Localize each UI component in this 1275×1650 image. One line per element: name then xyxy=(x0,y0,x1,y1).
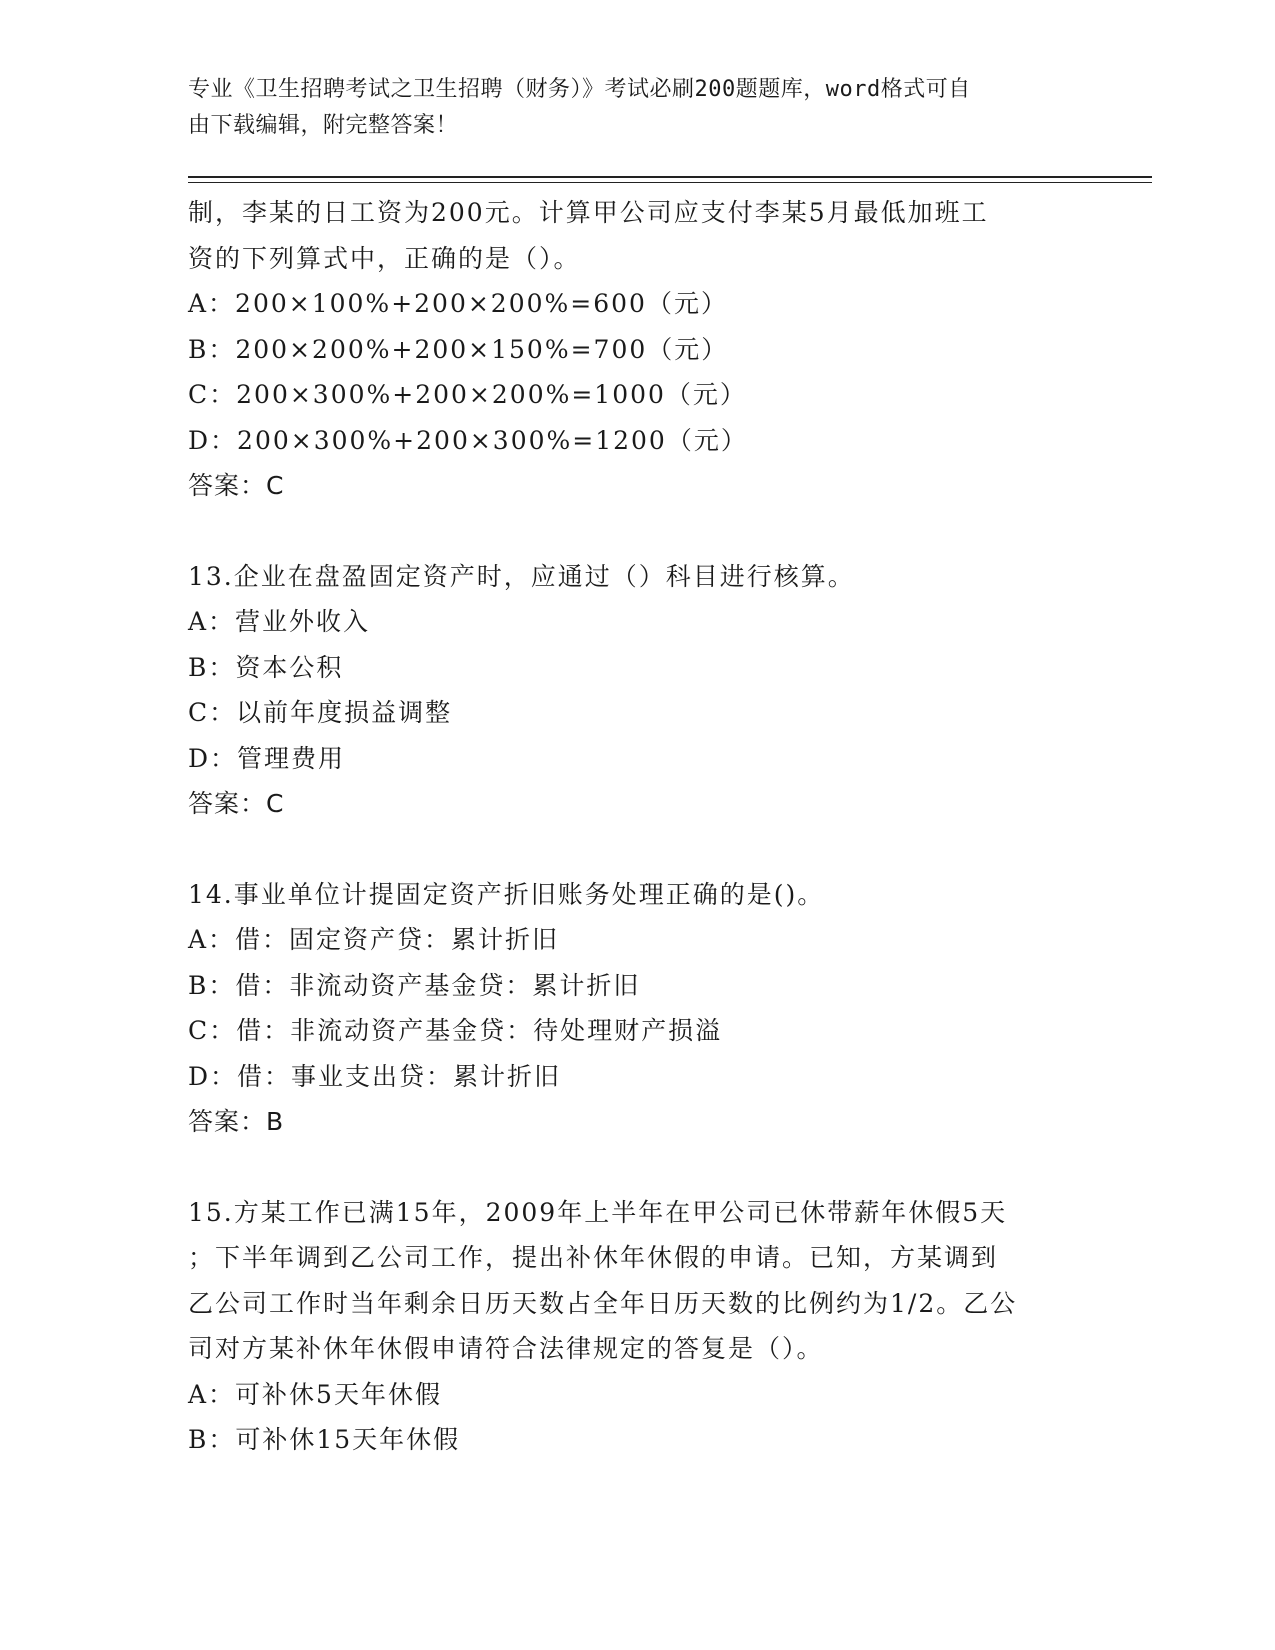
header-line-2: 由下载编辑，附完整答案！ xyxy=(188,113,459,138)
question-12 xyxy=(188,190,1088,509)
question-stem-line: 资的下列算式中，正确的是（）。 xyxy=(188,243,581,273)
spacer xyxy=(188,1145,1088,1190)
spacer xyxy=(188,509,1088,554)
question-13 xyxy=(188,554,1088,827)
answer: 答案：C xyxy=(188,789,285,818)
option-c: C：借：非流动资产基金贷：待处理财产损溢 xyxy=(188,1016,723,1045)
option-b: B：可补休15天年休假 xyxy=(188,1425,461,1454)
option-b: B：资本公积 xyxy=(188,652,344,682)
question-15 xyxy=(188,1190,1088,1463)
option-d: D：借：事业支出贷：累计折旧 xyxy=(188,1061,562,1091)
question-stem-line: ；下半年调到乙公司工作，提出补休年休假的申请。已知，方某调到 xyxy=(188,1243,999,1272)
question-stem-line: 13.企业在盘盈固定资产时，应通过（）科目进行核算。 xyxy=(188,561,855,591)
answer: 答案：B xyxy=(188,1107,285,1136)
option-a: A：可补休5天年休假 xyxy=(188,1379,442,1409)
question-14 xyxy=(188,872,1088,1145)
option-b: B：200×200%+200×150%=700（元） xyxy=(188,334,729,364)
header-rule-thick xyxy=(188,176,1152,178)
document-header xyxy=(188,72,1068,144)
question-content xyxy=(188,190,1088,1463)
header-rule-thin xyxy=(188,182,1152,183)
question-stem-line: 司对方某补休年休假申请符合法律规定的答复是（）。 xyxy=(188,1334,824,1363)
option-a: A：营业外收入 xyxy=(188,607,371,636)
spacer xyxy=(188,827,1088,872)
header-line-1: 专业《卫生招聘考试之卫生招聘（财务）》考试必刷200题题库，word格式可自 xyxy=(188,77,971,102)
question-stem-line: 乙公司工作时当年剩余日历天数占全年日历天数的比例约为1/2。乙公 xyxy=(188,1288,1018,1318)
option-a: A：借：固定资产贷：累计折旧 xyxy=(188,925,560,954)
option-d: D：200×300%+200×300%=1200（元） xyxy=(188,425,748,455)
option-c: C：200×300%+200×200%=1000（元） xyxy=(188,380,747,409)
option-b: B：借：非流动资产基金贷：累计折旧 xyxy=(188,970,641,1000)
option-a: A：200×100%+200×200%=600（元） xyxy=(188,289,728,318)
question-stem-line: 14.事业单位计提固定资产折旧账务处理正确的是()。 xyxy=(188,879,825,909)
option-d: D：管理费用 xyxy=(188,743,346,773)
question-stem-line: 15.方某工作已满15年，2009年上半年在甲公司已休带薪年休假5天 xyxy=(188,1197,1008,1227)
answer: 答案：C xyxy=(188,471,285,500)
question-stem-line: 制，李某的日工资为200元。计算甲公司应支付李某5月最低加班工 xyxy=(188,198,989,227)
option-c: C：以前年度损益调整 xyxy=(188,698,453,727)
